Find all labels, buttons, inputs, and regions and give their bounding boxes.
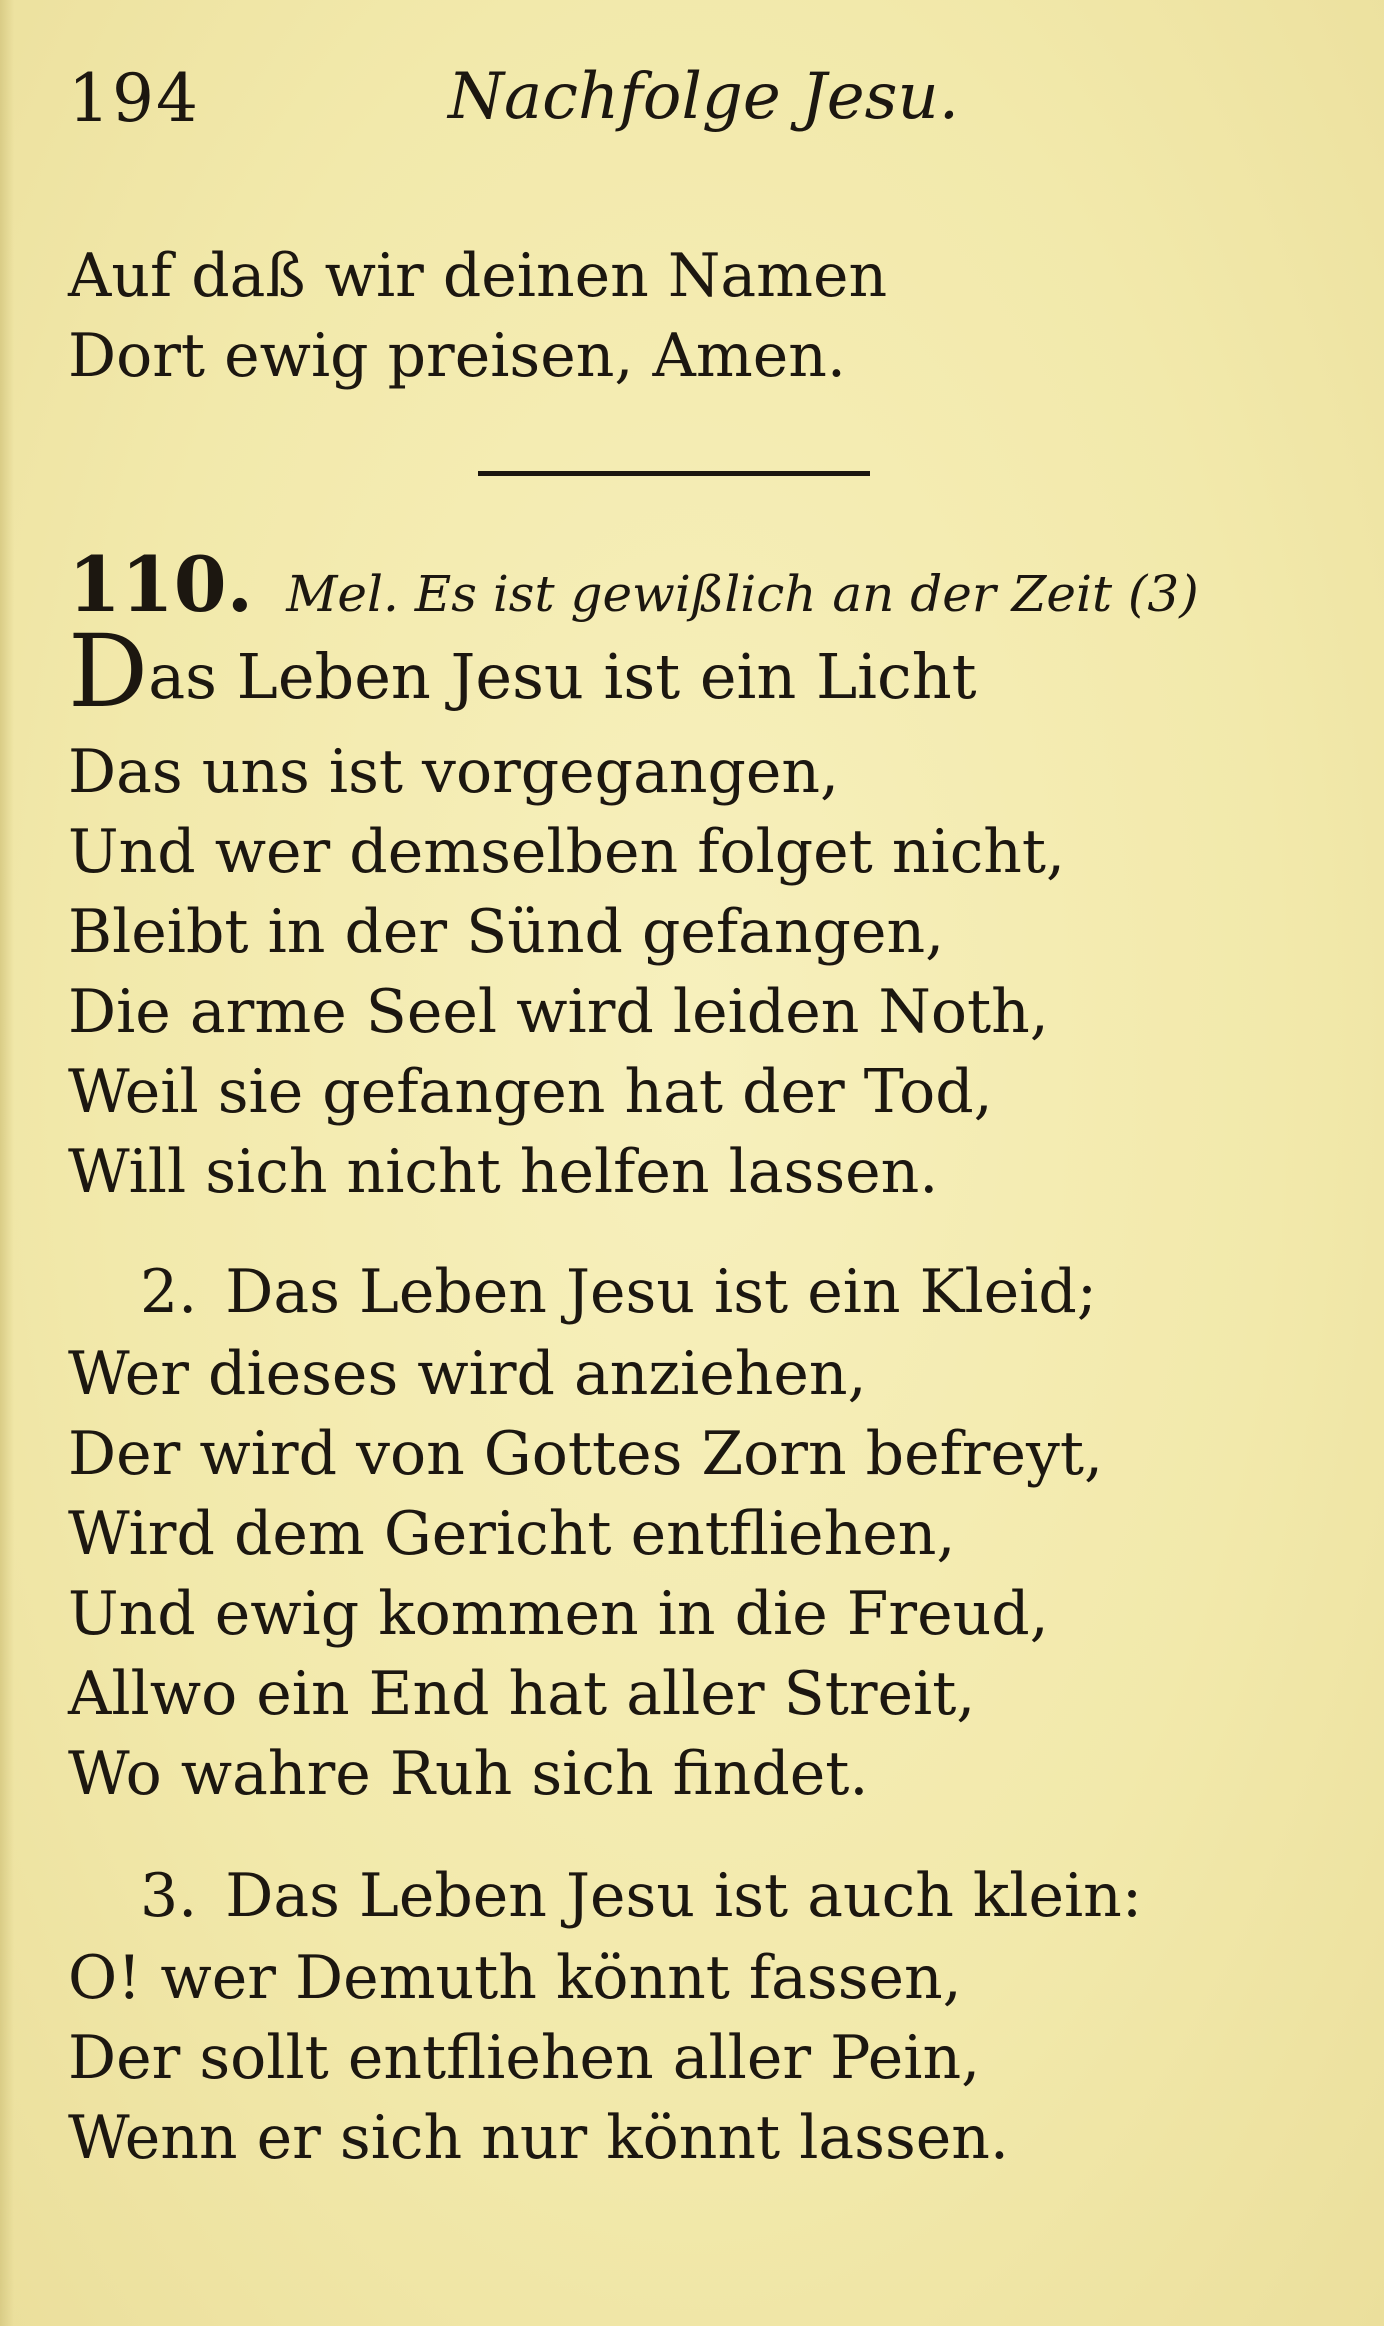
hymn-number: 110. <box>68 540 254 629</box>
stanza-2-first-line <box>140 1257 1097 1327</box>
running-head: Nachfolge Jesu. <box>448 60 960 134</box>
stanza-2-line: Wird dem Gericht entfliehen, <box>68 1499 956 1569</box>
stanza-number: 3. <box>140 1861 198 1931</box>
stanza-2-line: Und ewig kommen in die Freud, <box>68 1579 1049 1649</box>
page-header <box>68 52 1318 152</box>
page-number: 194 <box>68 60 200 137</box>
stanza-2-first-line-text: Das Leben Jesu ist ein Kleid; <box>225 1257 1097 1327</box>
stanza-1-line: Bleibt in der Sünd gefangen, <box>68 897 945 967</box>
stanza-3-first-line-text: Das Leben Jesu ist auch klein: <box>225 1861 1143 1931</box>
stanza-1-line: Will sich nicht helfen lassen. <box>68 1137 939 1207</box>
hymn-heading <box>68 540 1199 629</box>
stanza-2-line: Wo wahre Ruh sich findet. <box>68 1739 869 1809</box>
stanza-1-line: Das uns ist vorgegangen, <box>68 737 840 807</box>
stanza-1-first-line-text: as Leben Jesu ist ein Licht <box>148 640 977 713</box>
stanza-1-line: Die arme Seel wird leiden Noth, <box>68 977 1049 1047</box>
hymn-melody: Mel. Es ist gewißlich an der Zeit (3) <box>286 565 1199 623</box>
stanza-3-line: Wenn er sich nur könnt lassen. <box>68 2103 1009 2173</box>
stanza-3-first-line <box>140 1861 1143 1931</box>
stanza-2-line: Der wird von Gottes Zorn befreyt, <box>68 1419 1104 1489</box>
page-edge-shadow <box>0 0 14 2326</box>
stanza-number: 2. <box>140 1257 198 1327</box>
stanza-1-first-line <box>68 613 977 730</box>
stanza-1-line: Und wer demselben folget nicht, <box>68 817 1066 887</box>
stanza-1-line: Weil sie gefangen hat der Tod, <box>68 1057 993 1127</box>
continued-line-1: Auf daß wir deinen Namen <box>68 241 888 311</box>
stanza-2-line: Allwo ein End hat aller Streit, <box>68 1659 976 1729</box>
continued-line-2: Dort ewig preisen, Amen. <box>68 321 846 391</box>
drop-initial: D <box>68 613 149 730</box>
stanza-3-line: O! wer Demuth könnt fassen, <box>68 1943 962 2013</box>
stanza-3-line: Der sollt entfliehen aller Pein, <box>68 2023 981 2093</box>
section-divider-rule <box>478 471 870 476</box>
stanza-2-line: Wer dieses wird anziehen, <box>68 1339 867 1409</box>
